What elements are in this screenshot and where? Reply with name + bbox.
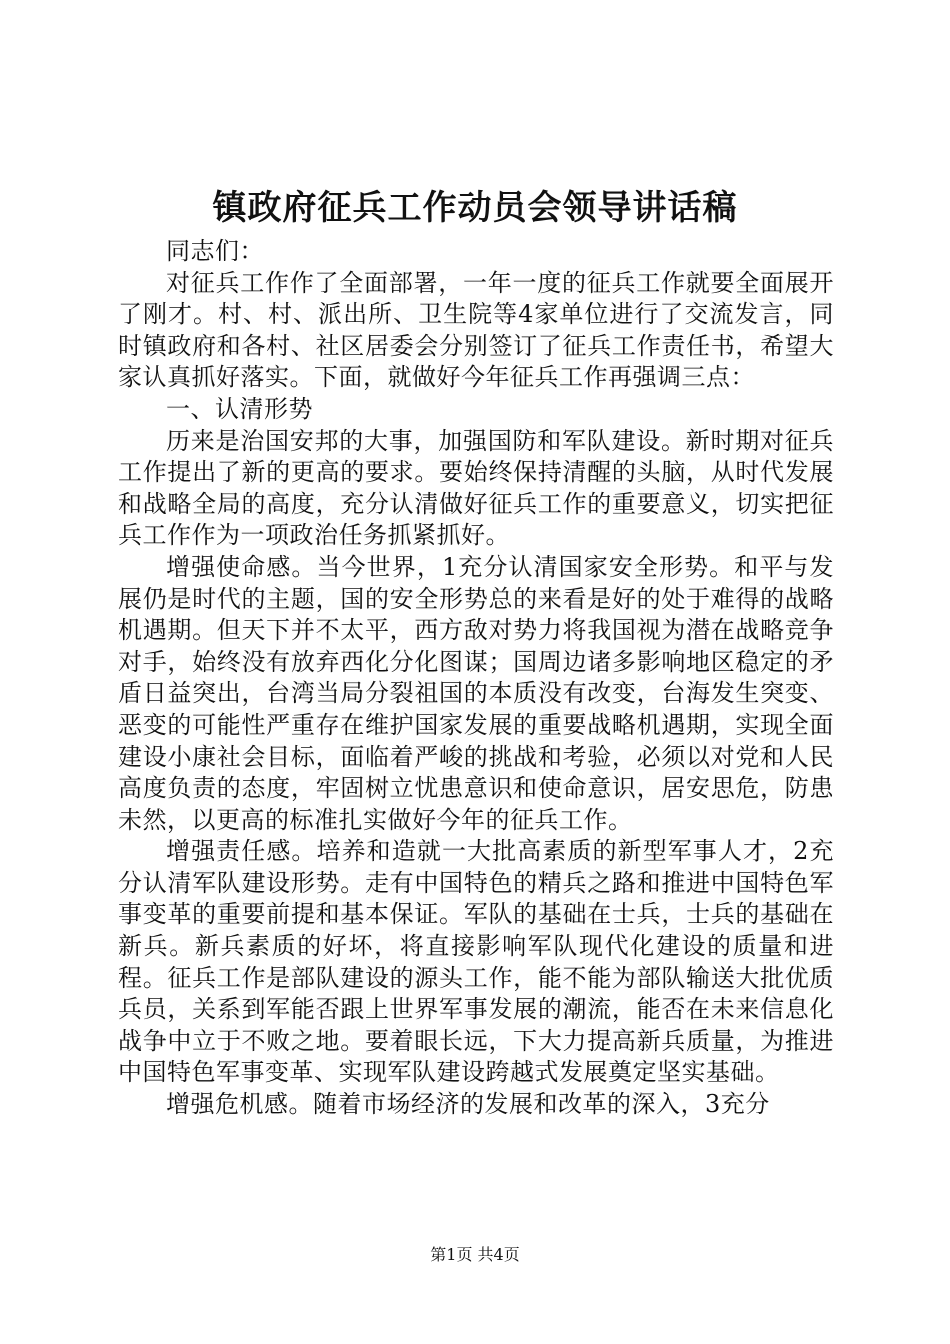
body-paragraph: 增强使命感。当今世界，1充分认清国家安全形势。和平与发展仍是时代的主题，国的安全形势总的来看是好的处于难得的战略机遇期。但天下并不太平，西方敌对势力将我国视为潜在战略竞争对手，始终没有放弃西化分化图谋；国周边诸多影响地区稳定的矛盾日益突出，台湾当局分裂祖国的本质没有改变，台海发生突变、恶变的可能性严重存在维护国家发展的重要战略机遇期，实现全面建设小康社会目标，面临着严峻的挑战和考验，必须以对党和人民高度负责的态度，牢固树立忧患意识和使命意识，居安思危，防患未然，以更高的标准扎实做好今年的征兵工作。 bbox=[118, 552, 834, 834]
body-paragraph: 增强危机感。随着市场经济的发展和改革的深入，3充分 bbox=[166, 1090, 770, 1119]
intro-paragraph: 对征兵工作作了全面部署，一年一度的征兵工作就要全面展开了刚才。村、村、派出所、卫生院等4家单位进行了交流发言，同时镇政府和各村、社区居委会分别签订了征兵工作责任书，希望大家认真抓好落实。下面，就做好今年征兵工作再强调三点： bbox=[118, 268, 834, 392]
body-paragraph: 增强责任感。培养和造就一大批高素质的新型军事人才，2充分认清军队建设形势。走有中国特色的精兵之路和推进中国特色军事变革的重要前提和基本保证。军队的基础在士兵，士兵的基础在新兵。新兵素质的好坏，将直接影响军队现代化建设的质量和进程。征兵工作是部队建设的源头工作，能不能为部队输送大批优质兵员，关系到军能否跟上世界军事发展的潮流，能否在未来信息化战争中立于不败之地。要着眼长远，下大力提高新兵质量，为推进中国特色军事变革、实现军队建设跨越式发展奠定坚实基础。 bbox=[118, 837, 834, 1087]
document-body bbox=[118, 236, 834, 1121]
page-footer: 第1页 共4页 bbox=[430, 1245, 520, 1264]
body-paragraph: 历来是治国安邦的大事，加强国防和军队建设。新时期对征兵工作提出了新的更高的要求。要始终保持清醒的头脑，从时代发展和战略全局的高度，充分认清做好征兵工作的重要意义，切实把征兵工作作为一项政治任务抓紧抓好。 bbox=[118, 426, 834, 550]
section-heading: 一、认清形势 bbox=[166, 394, 313, 423]
document-title: 镇政府征兵工作动员会领导讲话稿 bbox=[212, 188, 738, 228]
salutation-paragraph: 同志们： bbox=[166, 237, 264, 265]
